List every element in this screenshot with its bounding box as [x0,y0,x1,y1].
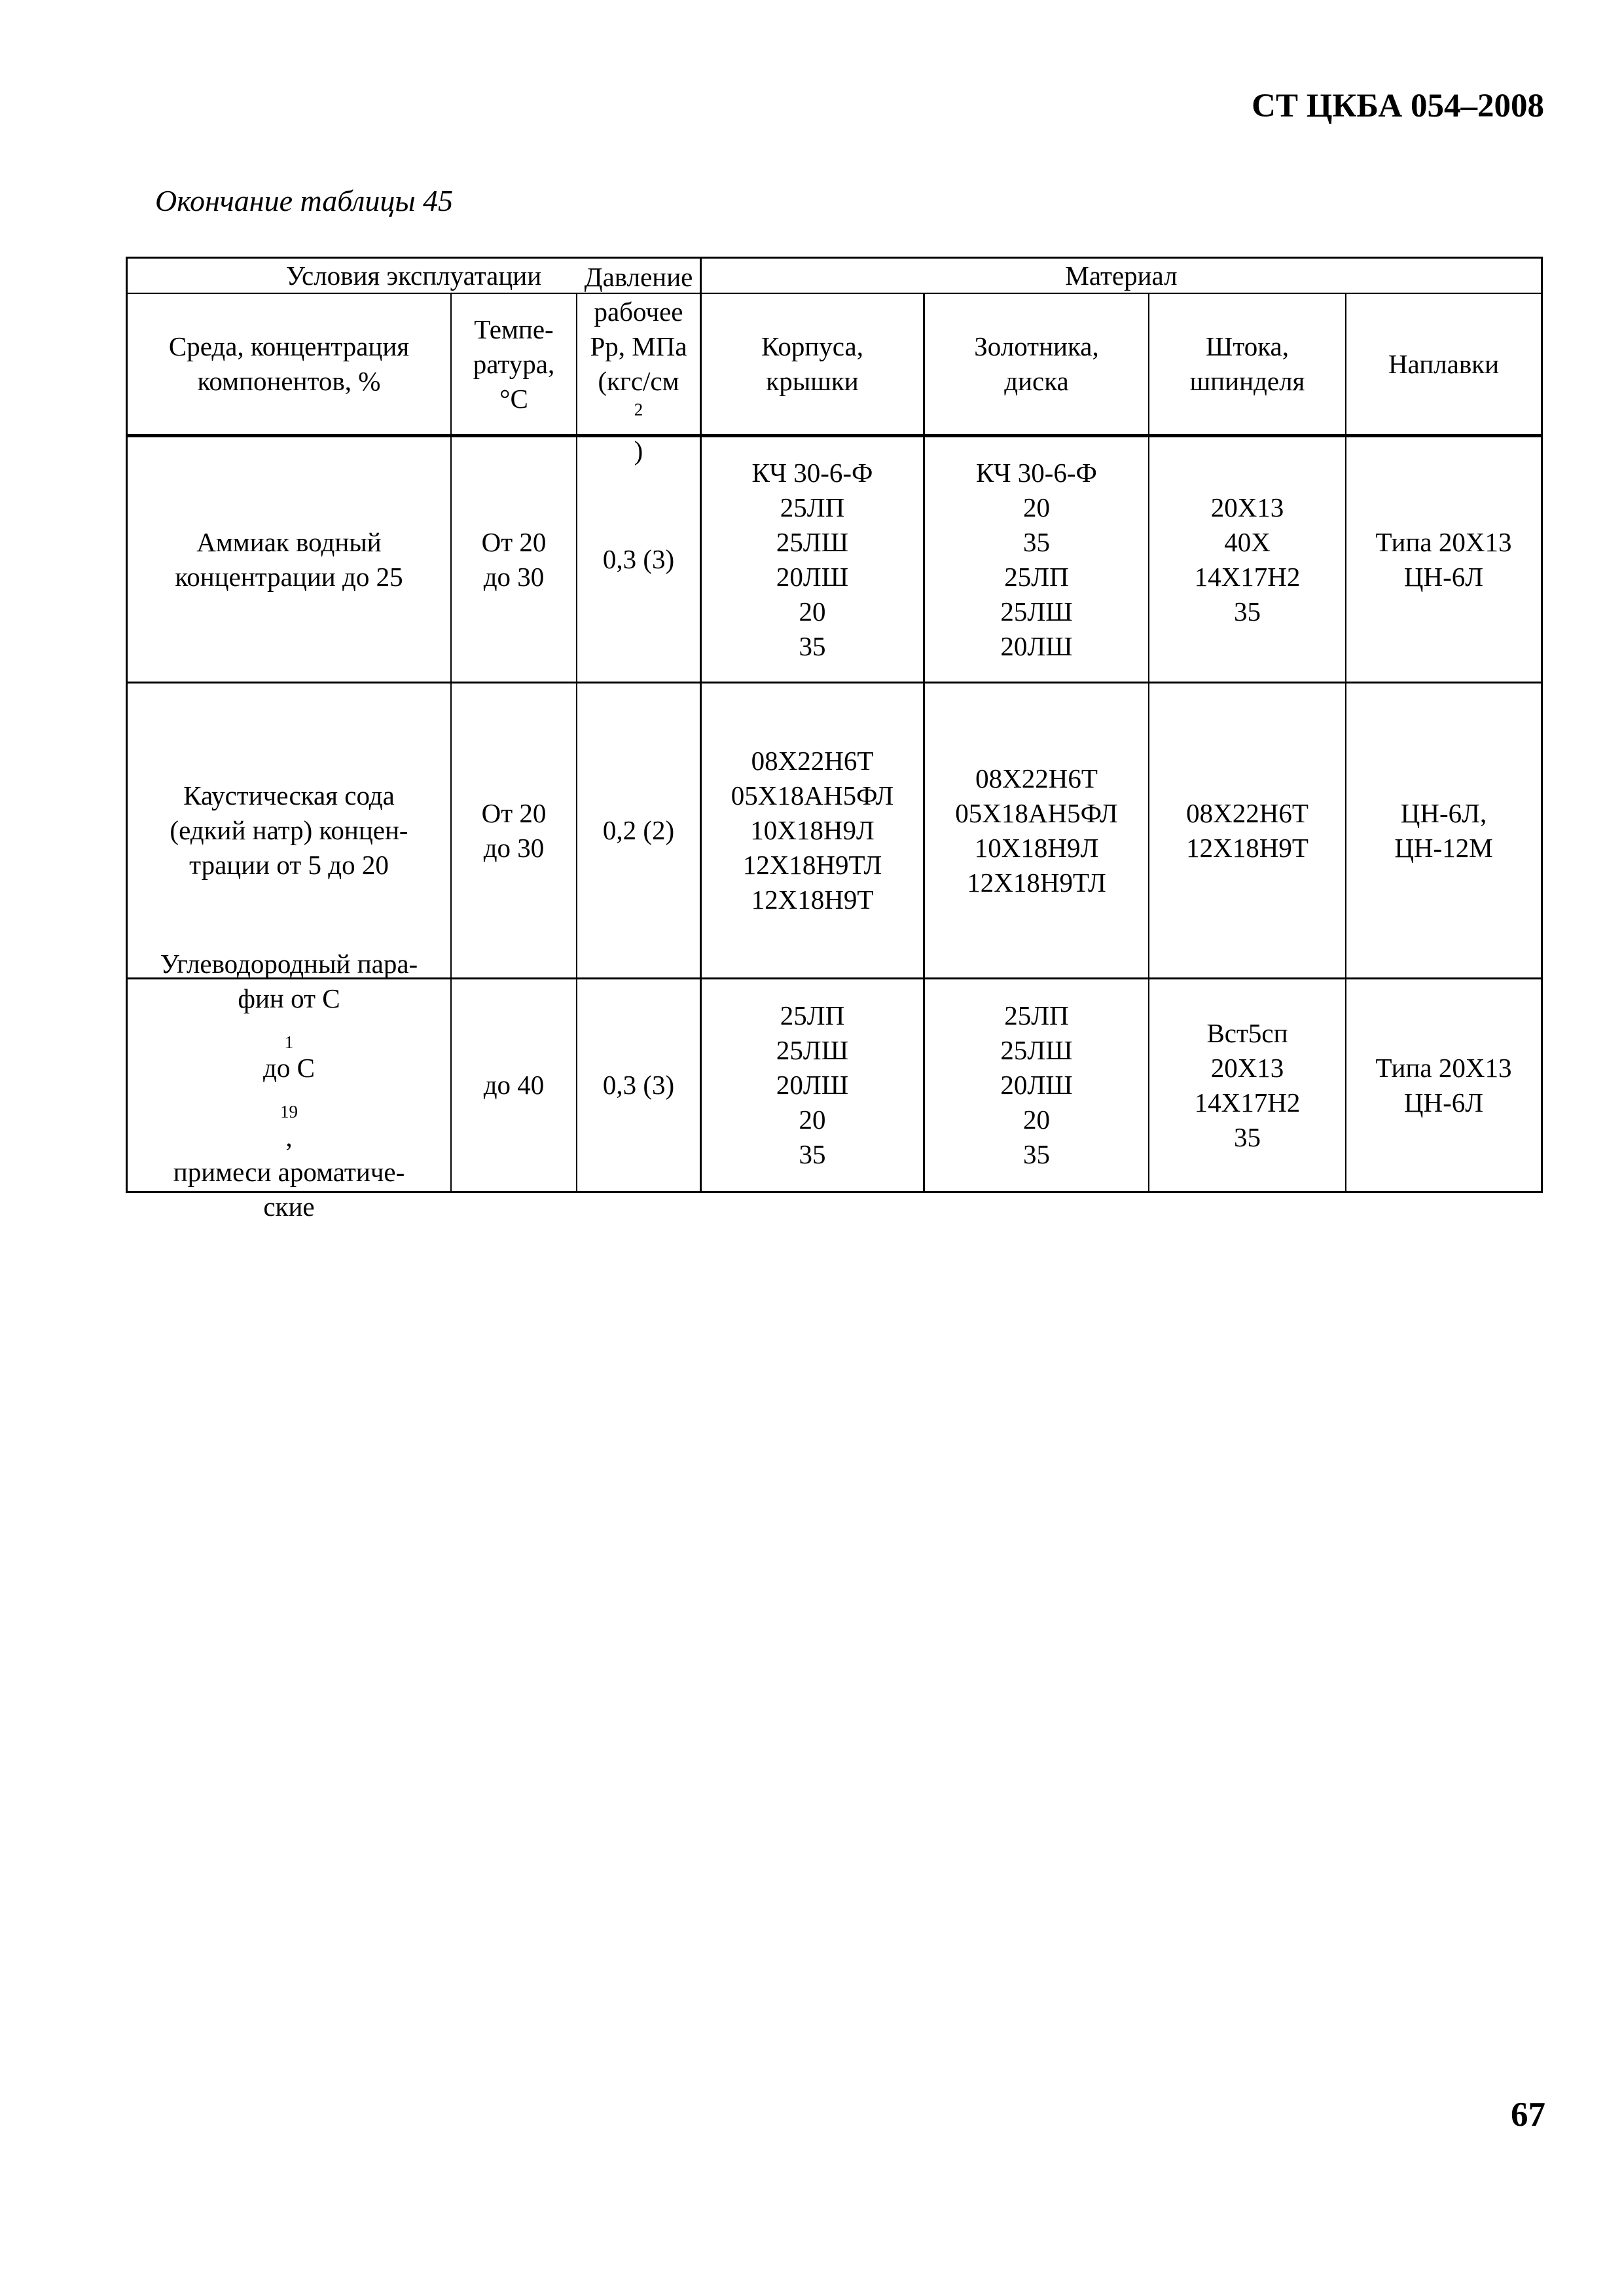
row2-temperature: От 20 до 30 [481,797,547,863]
materials-table [126,257,1543,1222]
col-header-surfacing: Наплавки [1388,348,1500,379]
header-material: Материал [1065,260,1178,291]
col-header-temperature: Темпе- ратура, °С [473,314,555,414]
document-code: СТ ЦКБА 054–2008 [1252,88,1544,124]
row2-gate: 08Х22Н6Т 05Х18АН5ФЛ 10Х18Н9Л 12Х18Н9ТЛ [955,763,1118,898]
table-caption: Окончание таблицы 45 [155,184,453,217]
row1-pressure: 0,3 (3) [602,544,675,574]
row3-surfacing: Типа 20Х13 ЦН-6Л [1375,1052,1512,1118]
row1-stem: 20Х13 40Х 14Х17Н2 35 [1194,492,1301,627]
row1-medium: Аммиак водный концентрации до 25 [175,526,403,592]
row1-gate: КЧ 30-6-Ф 20 35 25ЛП 25ЛШ 20ЛШ [976,457,1097,661]
col-header-body: Корпуса, крышки [761,331,863,396]
row2-pressure: 0,2 (2) [602,815,675,845]
page-number: 67 [1511,2096,1545,2134]
col-header-gate: Золотника, диска [974,331,1099,396]
row3-pressure: 0,3 (3) [602,1070,675,1100]
row1-surfacing: Типа 20Х13 ЦН-6Л [1375,526,1512,592]
row3-medium: Углеводородный пара- фин от С $_1$ до С $_{19}$ , примеси ароматиче- ские [160,948,418,1222]
row3-body: 25ЛП 25ЛШ 20ЛШ 20 35 [776,1000,849,1169]
row2-stem: 08Х22Н6Т 12Х18Н9Т [1186,797,1308,863]
row2-medium: Каустическая сода (едкий натр) концен- трации от 5 до 20 [170,780,408,880]
row3-stem: Вст5сп 20Х13 14Х17Н2 35 [1194,1017,1301,1152]
row1-temperature: От 20 до 30 [481,526,547,592]
row3-gate: 25ЛП 25ЛШ 20ЛШ 20 35 [1000,1000,1073,1169]
col-header-stem: Штока, шпинделя [1189,331,1305,396]
header-conditions: Условия эксплуатации [285,260,542,291]
col-header-medium: Среда, концентрация компонентов, % [168,331,410,396]
row2-body: 08Х22Н6Т 05Х18АН5ФЛ 10Х18Н9Л 12Х18Н9ТЛ 12Х18Н9Т [731,746,894,915]
row2-surfacing: ЦН-6Л, ЦН-12М [1394,797,1493,863]
row1-body: КЧ 30-6-Ф 25ЛП 25ЛШ 20ЛШ 20 35 [751,457,873,661]
row3-temperature: до 40 [483,1070,545,1100]
col-header-pressure: Давление рабочее Рр, МПа (кгс/см $^2$ ) [584,262,693,465]
